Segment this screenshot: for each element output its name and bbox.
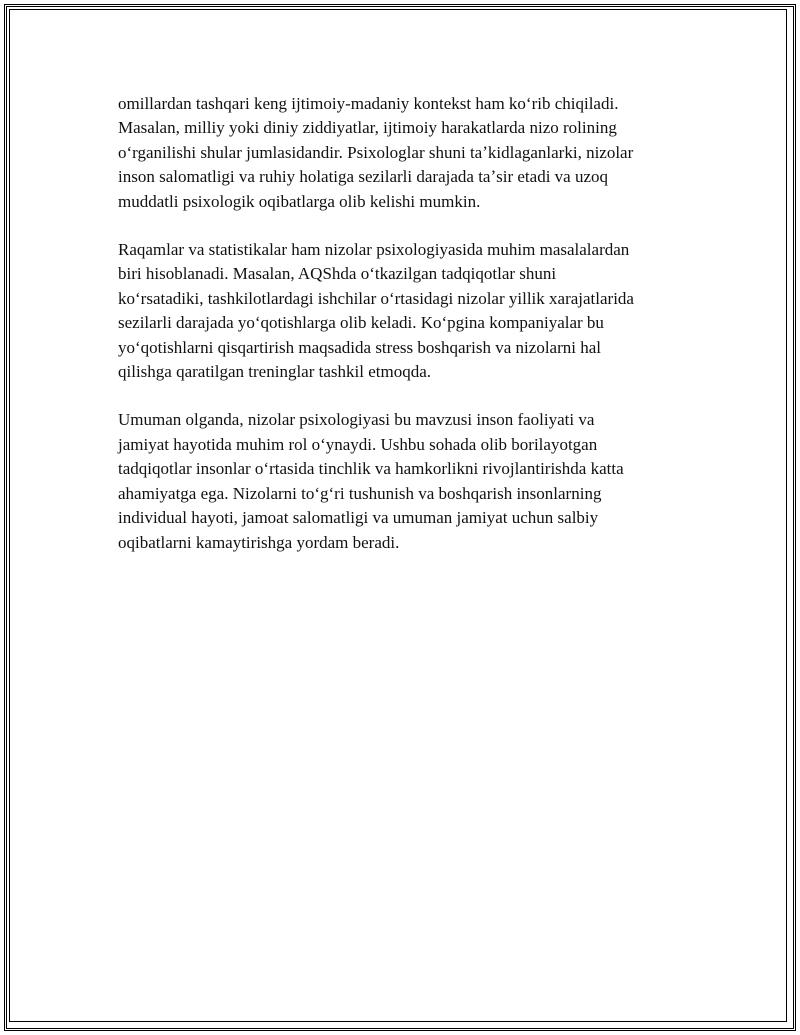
paragraph-2: Raqamlar va statistikalar ham nizolar psixologiyasida muhim masalalardan biri hisoblanadi. Masalan, AQShda oʻtkazilgan tadqiqotlar shuni koʻrsatadiki, tashkilotlardagi ishchilar oʻrtasidagi nizolar yillik xarajatlarida sezilarli darajada yoʻqotishlarga olib keladi. Koʻpgina kompaniyalar bu yoʻqotishlarni qisqartirish maqsadida stress boshqarish va nizolarni hal qilishga qaratilgan treninglar tashkil etmoqda. [118,240,634,382]
document-body [118,92,688,579]
paragraph-3: Umuman olganda, nizolar psixologiyasi bu mavzusi inson faoliyati va jamiyat hayotida muhim rol oʻynaydi. Ushbu sohada olib borilayotgan tadqiqotlar insonlar oʻrtasida tinchlik va hamkorlikni rivojlantirishda katta ahamiyatga ega. Nizolarni toʻgʻri tushunish va boshqarish insonlarning individual hayoti, jamoat salomatligi va umuman jamiyat uchun salbiy oqibatlarni kamaytirishga yordam beradi. [118,410,624,552]
paragraph-1: omillardan tashqari keng ijtimoiy-madaniy kontekst ham koʻrib chiqiladi. Masalan, milliy yoki diniy ziddiyatlar, ijtimoiy harakatlarda nizo rolining oʻrganilishi shular jumlasidandir. Psixologlar shuni taʼkidlaganlarki, nizolar inson salomatligi va ruhiy holatiga sezilarli darajada taʼsir etadi va uzoq muddatli psixologik oqibatlarga olib kelishi mumkin. [118,94,634,211]
